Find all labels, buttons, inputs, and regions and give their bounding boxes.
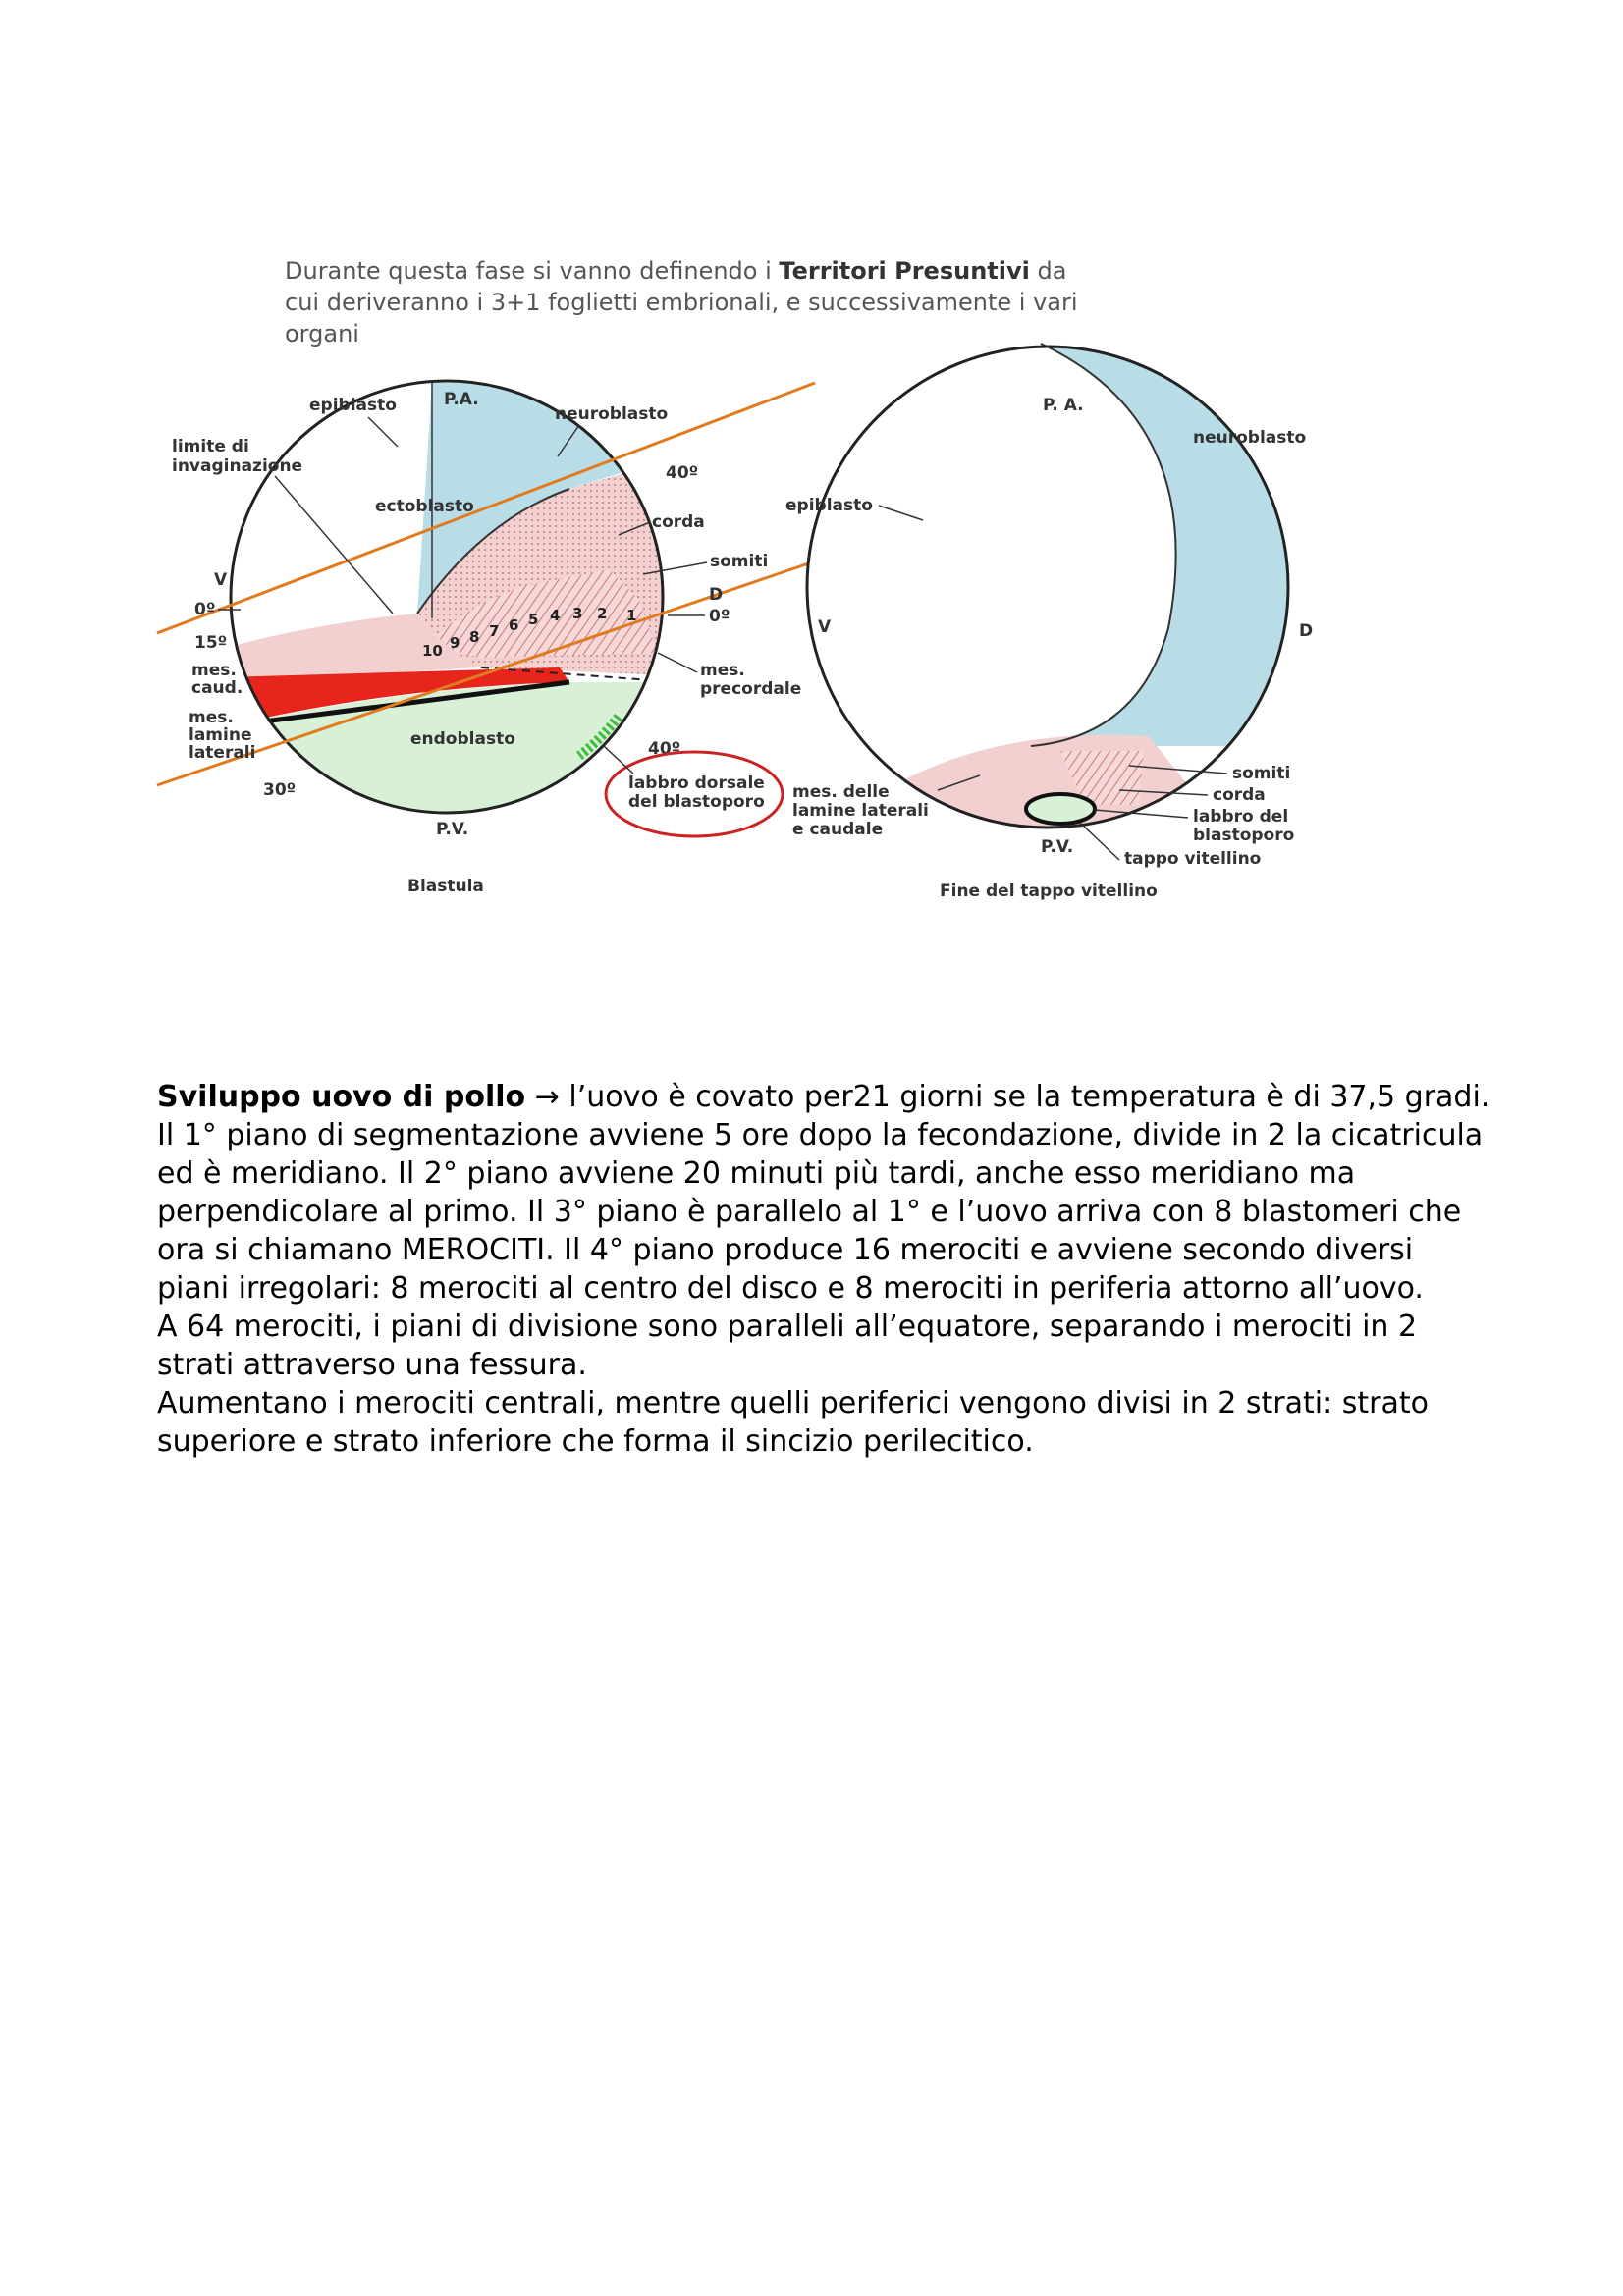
label-mes-lam-3: laterali — [189, 743, 256, 763]
somite-number-9: 9 — [450, 634, 460, 652]
label-mes-right-1: mes. delle — [792, 782, 890, 802]
label-d-right: D — [1299, 621, 1314, 641]
label-pv-left: P.V. — [436, 820, 469, 839]
paragraph-3: Aumentano i merociti centrali, mentre quelli periferici vengono divisi in 2 strati: strato superiore e strato inferiore che forma il sincizio perilecitico. — [157, 1386, 1429, 1459]
somite-number-4: 4 — [550, 607, 561, 624]
somite-number-6: 6 — [509, 616, 519, 634]
label-labbro-1: labbro dorsale — [628, 774, 765, 793]
label-30: 30º — [263, 780, 297, 800]
caption-line-3: organi — [285, 320, 359, 347]
label-mes-caud-2: caud. — [191, 678, 243, 698]
label-pa-right: P. A. — [1043, 396, 1084, 415]
somite-number-10: 10 — [422, 642, 443, 660]
label-somiti-left: somiti — [710, 552, 769, 571]
right-diagram — [785, 334, 1325, 901]
label-15: 15º — [194, 633, 228, 653]
label-labbro-right-2: blastoporo — [1193, 826, 1295, 845]
label-mes-prec-2: precordale — [700, 679, 802, 699]
caption-part-c: da — [1029, 257, 1067, 285]
label-ectoblasto: ectoblasto — [375, 497, 474, 516]
tappo-vitellino-shape — [1026, 794, 1095, 824]
heading-sviluppo: Sviluppo uovo di pollo — [157, 1080, 526, 1114]
label-mes-caud-1: mes. — [191, 661, 237, 680]
label-pv-right: P.V. — [1041, 837, 1074, 857]
paragraph-2: A 64 merociti, i piani di divisione sono paralleli all’equatore, separando i merociti in 2 strati attraverso una fessura. — [157, 1309, 1418, 1382]
title-fine-tappo: Fine del tappo vitellino — [940, 881, 1158, 901]
label-mes-right-2: lamine laterali — [792, 801, 929, 821]
embryo-figure — [147, 236, 1384, 923]
label-v-left: V — [214, 570, 228, 590]
title-blastula: Blastula — [407, 877, 484, 896]
label-0-right: 0º — [709, 607, 730, 626]
somite-number-7: 7 — [489, 622, 500, 640]
label-mes-lam-1: mes. — [189, 708, 234, 727]
label-mes-lam-2: lamine — [189, 725, 252, 745]
caption-part-a: Durante questa fase si vanno definendo i — [285, 257, 780, 285]
label-corda-left: corda — [652, 512, 705, 532]
paragraph-1-text: l’uovo è covato per21 giorni se la temperatura è di 37,5 gradi. Il 1° piano di segmentazione avviene 5 ore dopo la fecondazione, divide in 2 la cicatricula ed è meridiano. Il 2° piano avviene 20 minuti più tardi, anche esso meridiano ma perpendicolare al primo. Il 3° piano è parallelo al 1° e l’uovo arriva con 8 blastomeri che ora si chiamano MEROCITI. Il 4° piano produce 16 merociti e avviene secondo diversi piani irregolari: 8 merociti al centro del disco e 8 merociti in periferia attorno all’uovo. — [157, 1080, 1490, 1306]
label-neuroblasto-right: neuroblasto — [1193, 428, 1307, 448]
label-neuroblasto-left: neuroblasto — [555, 404, 669, 424]
label-labbro-right-1: labbro del — [1193, 807, 1289, 827]
label-pa-left: P.A. — [444, 390, 479, 409]
label-mes-prec-1: mes. — [700, 661, 745, 680]
left-diagram — [157, 381, 835, 896]
somite-number-2: 2 — [597, 605, 608, 622]
label-labbro-2: del blastoporo — [628, 792, 765, 812]
label-0-left: 0º — [194, 600, 216, 619]
leader-labbro — [604, 746, 633, 774]
somite-number-3: 3 — [572, 605, 583, 622]
leader-mes-prec — [658, 653, 697, 672]
arrow-icon: → — [534, 1080, 560, 1114]
label-endoblasto: endoblasto — [410, 729, 515, 749]
leader-tappo — [1080, 823, 1119, 860]
label-epiblasto-left: epiblasto — [309, 396, 397, 415]
label-limite-1: limite di — [172, 437, 249, 456]
caption-line-1 — [285, 257, 1066, 285]
somite-number-8: 8 — [469, 628, 480, 646]
label-d-left: D — [709, 585, 724, 605]
somite-number-5: 5 — [528, 611, 539, 628]
body-text — [157, 1078, 1492, 1461]
label-corda-right: corda — [1213, 785, 1266, 805]
caption-line-2: cui deriveranno i 3+1 foglietti embrionali, e successivamente i vari — [285, 289, 1078, 316]
paragraph-1 — [157, 1078, 1492, 1308]
label-40-bottom: 40º — [648, 739, 681, 759]
label-limite-2: invaginazione — [172, 456, 303, 476]
label-somiti-right: somiti — [1232, 764, 1291, 783]
somite-number-1: 1 — [626, 607, 637, 624]
label-v-right: V — [818, 617, 832, 637]
label-tappo: tappo vitellino — [1124, 849, 1262, 869]
caption-part-b: Territori Presuntivi — [779, 257, 1030, 285]
label-40-top: 40º — [666, 463, 699, 483]
label-epiblasto-right: epiblasto — [785, 496, 873, 515]
label-mes-right-3: e caudale — [792, 820, 884, 839]
